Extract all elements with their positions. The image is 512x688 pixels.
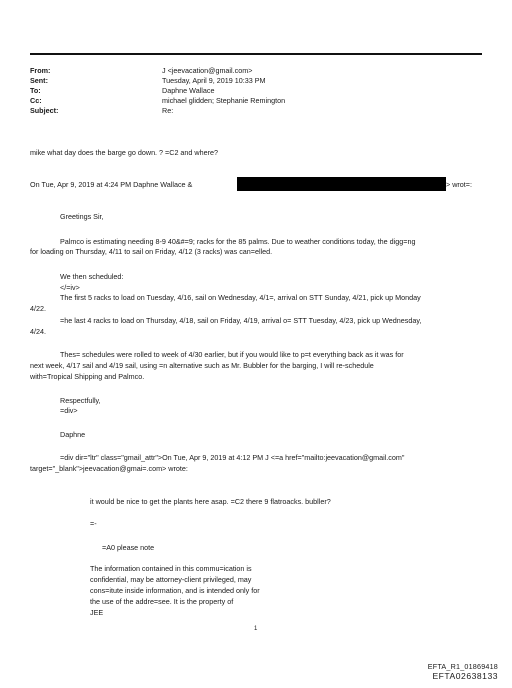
from-label: From: <box>30 66 51 75</box>
these-line-3: with=Tropical Shipping and Palmco. <box>30 372 145 381</box>
sent-value: Tuesday, April 9, 2019 10:33 PM <box>162 76 266 85</box>
header-sent-row <box>30 76 470 86</box>
nice-line: it would be nice to get the plants here asap. =C2 there 9 flatroacks. bubller? <box>90 497 331 506</box>
palmco-line-1: Palmco is estimating needing 8-9 40&#=9; racks for the 85 palms. Due to weather conditions today, the digg=ng <box>60 237 416 246</box>
last4-line-1: =he last 4 racks to load on Thursday, 4/18, sail on Friday, 4/19, arrival o= STT Tuesday, 4/23, pick up Wednesday, <box>60 316 422 325</box>
cc-label: Cc: <box>30 96 42 105</box>
page-number: 1 <box>254 626 258 632</box>
close-div-tag: </=iv> <box>60 283 80 292</box>
to-value: Daphne Wallace <box>162 86 215 95</box>
header-rule <box>30 53 482 55</box>
header-subject-row <box>30 106 470 116</box>
header-to-row <box>30 86 470 96</box>
confidential-line-1: The information contained in this commu=ication is <box>90 564 252 573</box>
scheduled-line: We then scheduled: <box>60 272 124 281</box>
please-note: =A0 please note <box>102 543 155 552</box>
attr-line-2: target="_blank">jeevacation@gmai=.com> wrote: <box>30 464 188 473</box>
palmco-line-2: for loading on Thursday, 4/11 to sail on Friday, 4/12 (3 racks) was can=elled. <box>30 247 273 256</box>
signature-daphne: Daphne <box>60 430 86 439</box>
reply-line: mike what day does the barge go down. ? =C2 and where? <box>30 148 218 157</box>
redaction-box <box>237 177 446 191</box>
bates-number-top: EFTA_R1_01869418 <box>427 662 498 671</box>
first5-line-2: 4/22. <box>30 304 46 313</box>
subject-value: Re: <box>162 106 174 115</box>
from-value: J <jeevacation@gmail.com> <box>162 66 253 75</box>
attr-line-1: =div dir="ltr" class="gmail_attr">On Tue, Apr 9, 2019 at 4:12 PM J <=a href="mailto:jeevacation@gmail.com" <box>60 453 405 462</box>
bates-number-bottom: EFTA02638133 <box>432 671 498 681</box>
respectfully: Respectfully, <box>60 396 101 405</box>
quote-intro: On Tue, Apr 9, 2019 at 4:24 PM Daphne Wallace & <box>30 180 193 189</box>
confidential-line-2: confidential, may be attorney-client privileged, may <box>90 575 252 584</box>
first5-line-1: The first 5 racks to load on Tuesday, 4/16, sail on Wednesday, 4/1=, arrival on STT Sunday, 4/21, pick up Monday <box>60 293 421 302</box>
subject-label: Subject: <box>30 106 59 115</box>
greeting: Greetings Sir, <box>60 212 104 221</box>
div-tag: =div> <box>60 406 78 415</box>
cc-value: michael glidden; Stephanie Remington <box>162 96 286 105</box>
header-from-row <box>30 66 470 76</box>
to-label: To: <box>30 86 41 95</box>
confidential-line-4: the use of the addre=see. It is the property of <box>90 597 234 606</box>
these-line-1: Thes= schedules were rolled to week of 4/30 earlier, but if you would like to p=t everything back as it was for <box>60 350 404 359</box>
confidential-line-3: cons=itute inside information, and is intended only for <box>90 586 260 595</box>
quote-intro-end: > wrot=: <box>446 180 472 189</box>
email-header <box>30 66 470 116</box>
eq-dash-line: =- <box>90 519 97 528</box>
sent-label: Sent: <box>30 76 48 85</box>
header-cc-row <box>30 96 470 106</box>
confidential-line-5: JEE <box>90 608 104 617</box>
last4-line-2: 4/24. <box>30 327 46 336</box>
these-line-2: next week, 4/17 sail and 4/19 sail, using =n alternative such as Mr. Bubbler for the barging, I will re-schedule <box>30 361 374 370</box>
